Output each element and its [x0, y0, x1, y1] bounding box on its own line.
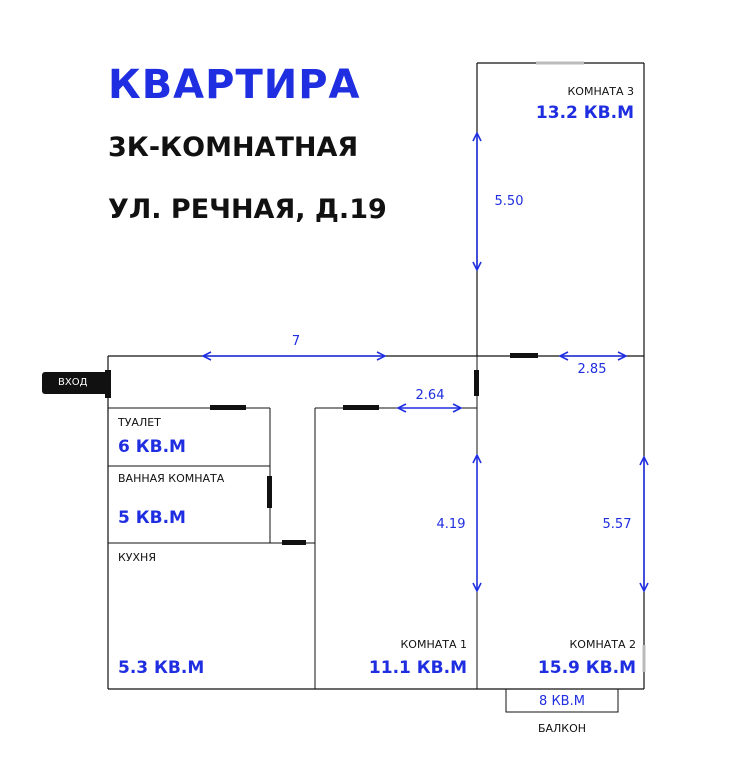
bathroom-area: 5 КВ.М [118, 508, 186, 528]
bathroom-label: ВАННАЯ КОМНАТА [118, 472, 225, 485]
room1-side-door [474, 370, 479, 396]
room3-label: КОМНАТА 3 [567, 85, 634, 98]
room1-label: КОМНАТА 1 [400, 638, 467, 651]
entrance-door [105, 370, 111, 398]
kitchen-label: КУХНЯ [118, 551, 156, 564]
room3-depth: 5.50 [494, 194, 524, 209]
outer-walls [108, 63, 644, 689]
kitchen-area: 5.3 КВ.М [118, 658, 205, 678]
room1-door [343, 405, 379, 410]
room3-area: 13.2 КВ.М [535, 103, 634, 123]
toilet-area: 6 КВ.М [118, 437, 186, 457]
room1-width: 2.64 [415, 388, 445, 403]
room2-depth: 5.57 [602, 517, 632, 532]
balcony-area: 8 КВ.М [539, 694, 585, 709]
toilet-door [210, 405, 246, 410]
entrance-label: ВХОД [58, 377, 88, 388]
room1-depth: 4.19 [436, 517, 466, 532]
plan-title: КВАРТИРА [108, 62, 361, 108]
address: УЛ. РЕЧНАЯ, Д.19 [108, 194, 387, 225]
room2-width: 2.85 [577, 362, 607, 377]
apartment-type: 3К-КОМНАТНАЯ [108, 132, 359, 163]
corridor-width: 7 [291, 334, 301, 349]
kitchen-door [282, 540, 306, 545]
room2-area: 15.9 КВ.М [537, 658, 636, 678]
balcony-label: БАЛКОН [537, 722, 587, 735]
toilet-label: ТУАЛЕТ [118, 416, 161, 429]
bathroom-door [267, 476, 272, 508]
room2-room3-door [510, 353, 538, 358]
room2-label: КОМНАТА 2 [569, 638, 636, 651]
room1-area: 11.1 КВ.М [368, 658, 467, 678]
